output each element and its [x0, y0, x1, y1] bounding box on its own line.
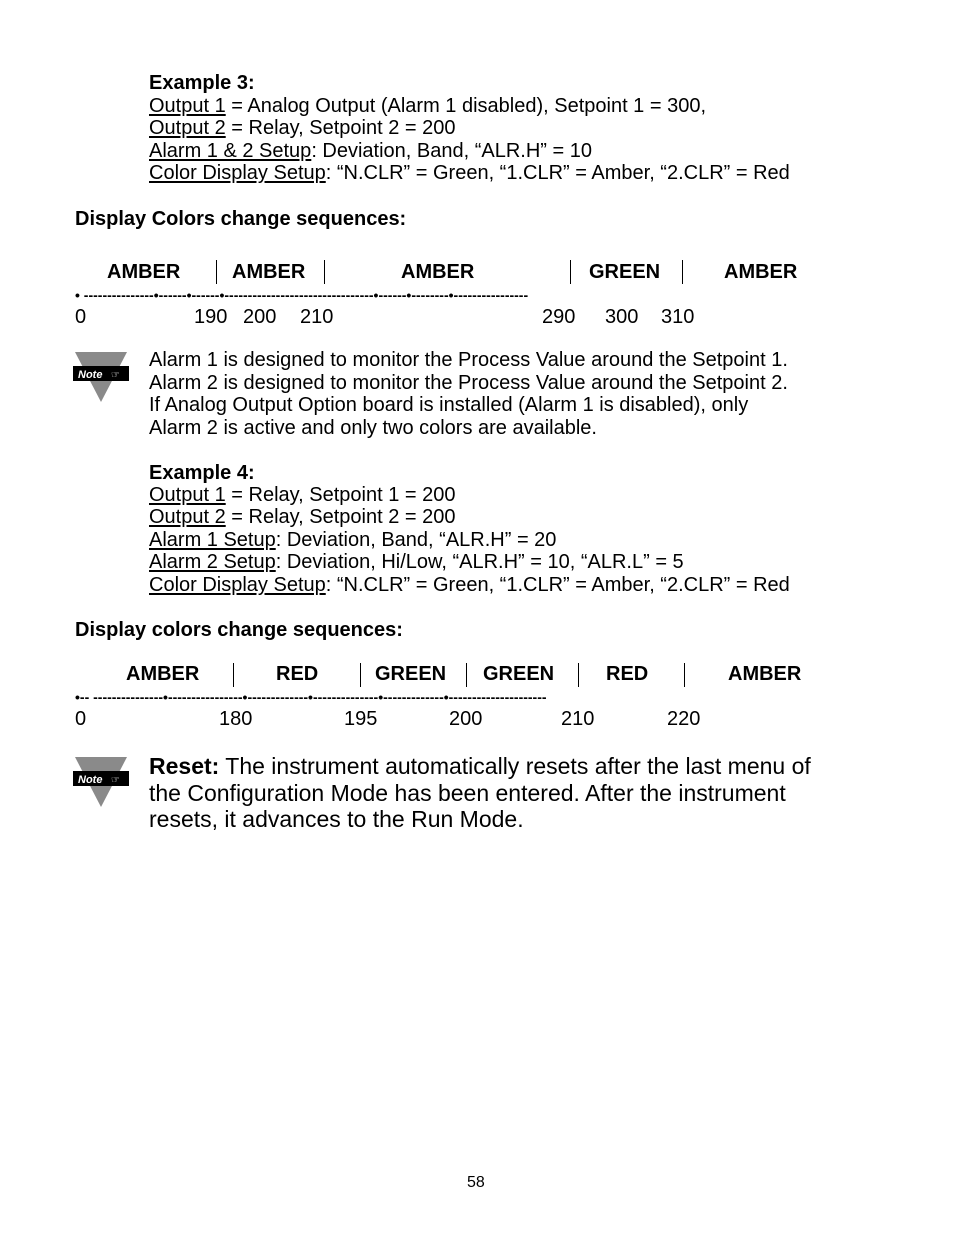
note-icon [73, 352, 129, 402]
seq1-axis-line: • ---------------•------•------•--------------------------------•------•--------•---------------- [75, 288, 529, 302]
seq2-color-4: GREEN [483, 663, 555, 685]
example4-title: Example 4: [149, 462, 255, 484]
example4-line-3: Alarm 1 Setup: Deviation, Band, “ALR.H” = 20 [149, 529, 557, 551]
svg-text:☞: ☞ [111, 775, 120, 786]
example3-title: Example 3: [149, 72, 255, 94]
seq2-color-3: GREEN [375, 663, 447, 685]
seq2-color-1: AMBER [126, 663, 200, 685]
seq1-tick-190: 190 [194, 306, 228, 328]
seq2-color-2: RED [276, 663, 319, 685]
seq1-tick-310: 310 [661, 306, 695, 328]
example4-line-1: Output 1 = Relay, Setpoint 1 = 200 [149, 484, 456, 506]
seq1-tick-290: 290 [542, 306, 576, 328]
sequence1-heading: Display Colors change sequences: [75, 208, 407, 230]
seq1-divider [324, 260, 325, 284]
seq1-tick-300: 300 [605, 306, 639, 328]
note-icon [73, 757, 129, 807]
example3-line-2: Output 2 = Relay, Setpoint 2 = 200 [149, 117, 456, 139]
note1-line-4: Alarm 2 is active and only two colors are available. [149, 417, 597, 439]
seq1-color-1: AMBER [107, 261, 181, 283]
reset-line-1: Reset: The instrument automatically resets after the last menu of [149, 753, 811, 779]
seq2-color-6: AMBER [728, 663, 802, 685]
seq1-divider [216, 260, 217, 284]
seq1-tick-200: 200 [243, 306, 277, 328]
note1-line-3: If Analog Output Option board is installed (Alarm 1 is disabled), only [149, 394, 749, 416]
seq1-divider [682, 260, 683, 284]
seq2-tick-200: 200 [449, 708, 483, 730]
sequence2-heading: Display colors change sequences: [75, 619, 403, 641]
reset-line-3: resets, it advances to the Run Mode. [149, 806, 524, 832]
svg-text:Note: Note [78, 774, 103, 786]
seq2-divider [578, 663, 579, 687]
seq2-tick-210: 210 [561, 708, 595, 730]
seq1-divider [570, 260, 571, 284]
example3-line-3: Alarm 1 & 2 Setup: Deviation, Band, “ALR.H” = 10 [149, 140, 593, 162]
example4-line-5: Color Display Setup: “N.CLR” = Green, “1.CLR” = Amber, “2.CLR” = Red [149, 574, 790, 596]
seq2-tick-220: 220 [667, 708, 701, 730]
svg-text:Note: Note [78, 369, 103, 381]
seq1-color-3: AMBER [401, 261, 475, 283]
seq2-tick-195: 195 [344, 708, 378, 730]
seq2-tick-0: 0 [75, 708, 87, 730]
seq2-divider [684, 663, 685, 687]
seq2-tick-180: 180 [219, 708, 253, 730]
page-number: 58 [467, 1174, 485, 1191]
note1-line-2: Alarm 2 is designed to monitor the Process Value around the Setpoint 2. [149, 372, 788, 394]
seq1-color-2: AMBER [232, 261, 306, 283]
seq2-divider [466, 663, 467, 687]
note1-line-1: Alarm 1 is designed to monitor the Process Value around the Setpoint 1. [149, 349, 788, 371]
reset-line-2: the Configuration Mode has been entered. After the instrument [149, 780, 786, 806]
seq2-divider [233, 663, 234, 687]
example4-line-2: Output 2 = Relay, Setpoint 2 = 200 [149, 506, 456, 528]
example3-line-1: Output 1 = Analog Output (Alarm 1 disabled), Setpoint 1 = 300, [149, 95, 707, 117]
example3-line-4: Color Display Setup: “N.CLR” = Green, “1.CLR” = Amber, “2.CLR” = Red [149, 162, 790, 184]
seq2-axis-line: •-- ---------------•----------------•-------------•--------------•-------------•--------------------- [75, 690, 547, 704]
seq1-color-5: AMBER [724, 261, 798, 283]
seq1-color-4: GREEN [589, 261, 661, 283]
seq2-divider [360, 663, 361, 687]
seq2-color-5: RED [606, 663, 649, 685]
example4-line-4: Alarm 2 Setup: Deviation, Hi/Low, “ALR.H” = 10, “ALR.L” = 5 [149, 551, 684, 573]
seq1-tick-0: 0 [75, 306, 87, 328]
svg-text:☞: ☞ [111, 370, 120, 381]
seq1-tick-210: 210 [300, 306, 334, 328]
